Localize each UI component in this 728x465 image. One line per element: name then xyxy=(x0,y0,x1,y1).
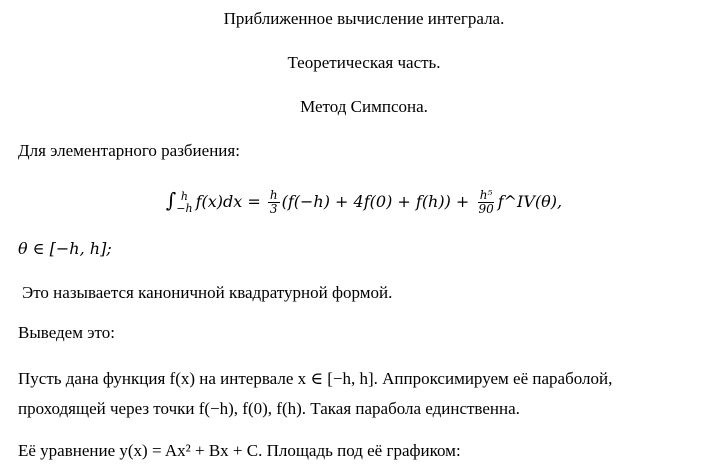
paragraph-canonical-form: Это называется каноничной квадратурной формой. xyxy=(22,283,393,302)
fraction-numerator: h xyxy=(269,188,278,202)
integral-lower-limit: −h xyxy=(176,201,193,215)
paragraph-parabola-equation: Её уравнение y(x) = Ax² + Bx + C. Площадь под её графиком: xyxy=(18,441,461,460)
fraction-denominator: 90 xyxy=(478,202,494,216)
section-heading: Теоретическая часть. xyxy=(287,53,441,72)
paragraph-derivation-intro: Выведем это: xyxy=(18,323,115,342)
formula-tail: f^IV(θ), xyxy=(497,192,563,211)
integral-sign: ∫ xyxy=(165,188,177,212)
fraction-h5-over-90 xyxy=(476,189,495,216)
paragraph-parabola-points: проходящей через точки f(−h), f(0), f(h). Такая парабола единственна. xyxy=(18,399,520,418)
fraction-h-over-3 xyxy=(268,189,280,216)
formula-lhs: f(x)dx = xyxy=(195,192,261,211)
simpson-formula xyxy=(0,180,728,220)
fraction-denominator: 3 xyxy=(269,202,278,216)
document-title: Приближенное вычисление интеграла. xyxy=(223,9,505,28)
theta-range: θ ∈ [−h, h]; xyxy=(18,239,112,258)
fraction-numerator: h⁵ xyxy=(479,188,493,202)
paragraph-function-definition: Пусть дана функция f(x) на интервале x ∈ [−h, h]. Аппроксимируем её параболой, xyxy=(18,369,613,388)
formula-middle: (f(−h) + 4f(0) + f(h)) + xyxy=(281,192,470,211)
integral-limits xyxy=(176,191,192,215)
integral-upper-limit: h xyxy=(180,189,188,203)
method-heading: Метод Симпсона. xyxy=(300,97,428,116)
paragraph-elementary-partition: Для элементарного разбиения: xyxy=(18,141,240,160)
